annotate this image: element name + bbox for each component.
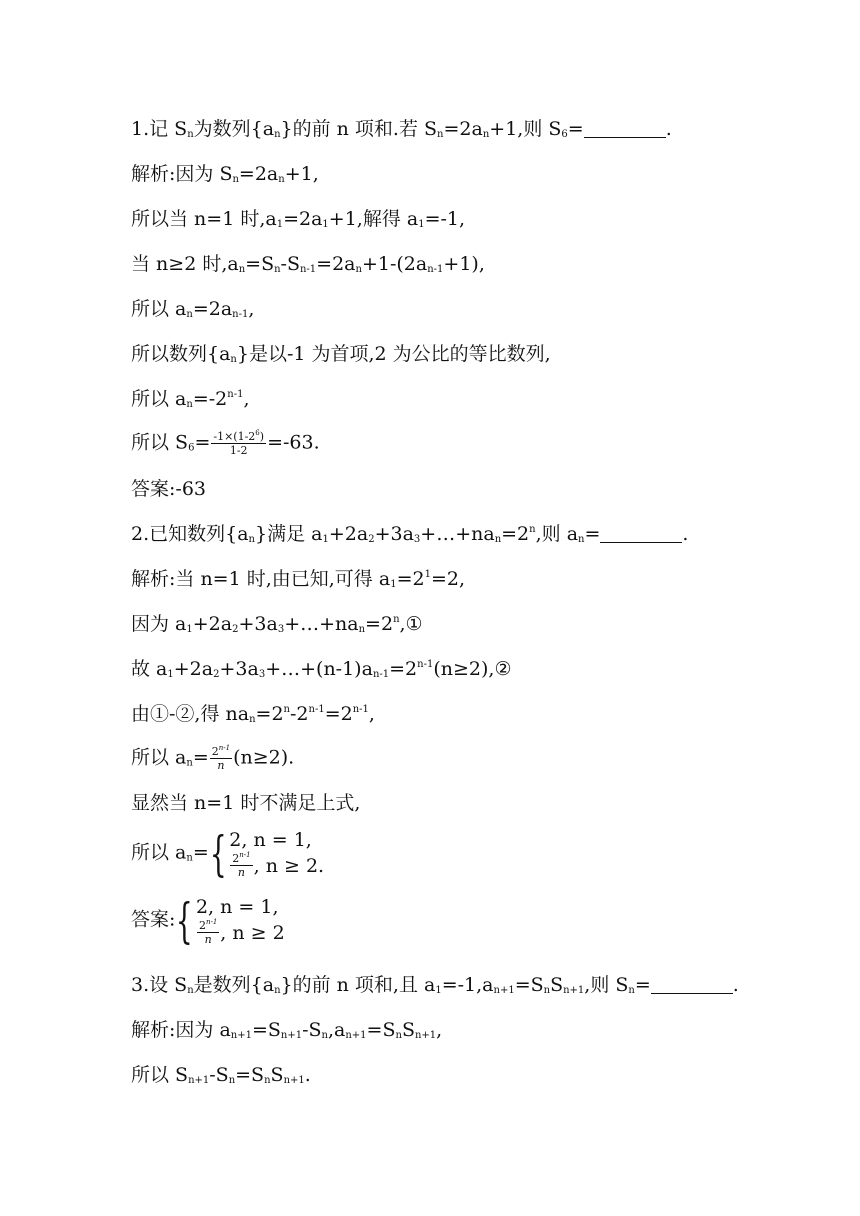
problem-1-answer: 答案:-63 [131, 478, 206, 500]
problem-1-line-6: 所以 $a_n=-2^{n-1}$, [131, 388, 250, 410]
problem-2-line-4: 由①-②,得 $na_n=2^n-2^{n-1}=2^{n-1}$, [131, 703, 375, 725]
brace: { [209, 825, 227, 882]
problem-3-line-1: 解析:因为 $a_{n+1}=S_{n+1}-S_n,a_{n+1}=S_nS_{n+1}$, [131, 1019, 443, 1041]
problem-1-line-3: 当 n≥2 时$,a_n=S_n-S_{n-1}=2a_n+1-(2a_{n-1}+1)$, [131, 253, 485, 275]
problem-2-line-5: 所以 $a_n=$ $\frac{2^{n-1}}{n}$ (n≥2). [131, 744, 295, 772]
problem-3-line-2: 所以 $S_{n+1}-S_n=S_nS_{n+1}$. [131, 1064, 311, 1086]
brace: { [176, 892, 194, 949]
problem-2-line-7: 所以 $a_n=$ { 2, n = 1, $\frac{2^{n-1}}{n}$ , n ≥ 2. [131, 825, 325, 882]
piecewise-formula: { 2, n = 1, $\frac{2^{n-1}}{n}$ , n ≥ 2. [209, 825, 325, 882]
fraction: $\frac{2^{n-1}}{n}$ [211, 744, 231, 772]
problem-1-line-2: 所以当 n=1 时$,a_1=2a_1+1$,解得 $a_1=-1$, [131, 208, 466, 230]
problem-1-question: 1.记 $S_n$为数列$\{a_n\}$的前 n 项和.若 $S_n=2a_n+1$,则 $S_6=$ . [131, 118, 672, 140]
problem-1-line-4: 所以 $a_n=2a_{n-1}$, [131, 298, 255, 320]
fraction: $\frac{-1\times(1-2^6)}{1-2}$ [213, 429, 265, 457]
piecewise-formula: { 2, n = 1, $\frac{2^{n-1}}{n}$ , n ≥ 2 [176, 892, 285, 949]
problem-1-line-1: 解析:因为 $S_n=2a_n+1$, [131, 163, 319, 185]
problem-2-line-3: 故 $a_1+2a_2+3a_3+\dots+(n-1)a_{n-1}=2^{n-1}(n\ge 2),②$ [131, 658, 512, 680]
problem-2-question: 2.已知数列$\{a_n\}$满足 $a_1+2a_2+3a_3+\dots+na_n=2^n$,则 $a_n=$ . [131, 523, 689, 545]
problem-3-question: 3.设 $S_n$是数列$\{a_n\}$的前 n 项和,且 $a_1=-1,a_{n+1}=S_nS_{n+1}$,则 $S_n=$ . [131, 974, 739, 996]
problem-2-line-6: 显然当 n=1 时不满足上式, [131, 792, 361, 814]
problem-1-line-5: 所以数列$\{a_n\}$是以-1 为首项,2 为公比的等比数列, [131, 343, 551, 365]
problem-2-line-2: 因为 $a_1+2a_2+3a_3+\dots+na_n=2^n,①$ [131, 613, 423, 635]
problem-2-answer: 答案: { 2, n = 1, $\frac{2^{n-1}}{n}$ , n ≥ 2 [131, 892, 285, 949]
problem-2-line-1: 解析:当 n=1 时,由已知,可得 $a_1=2^1=2$, [131, 568, 466, 590]
answer-blank [600, 524, 682, 543]
answer-blank [651, 975, 733, 994]
problem-1-line-7: 所以 $S_6=$ $\frac{-1\times(1-2^6)}{1-2}$ =-63. [131, 429, 320, 457]
answer-blank [584, 119, 666, 138]
